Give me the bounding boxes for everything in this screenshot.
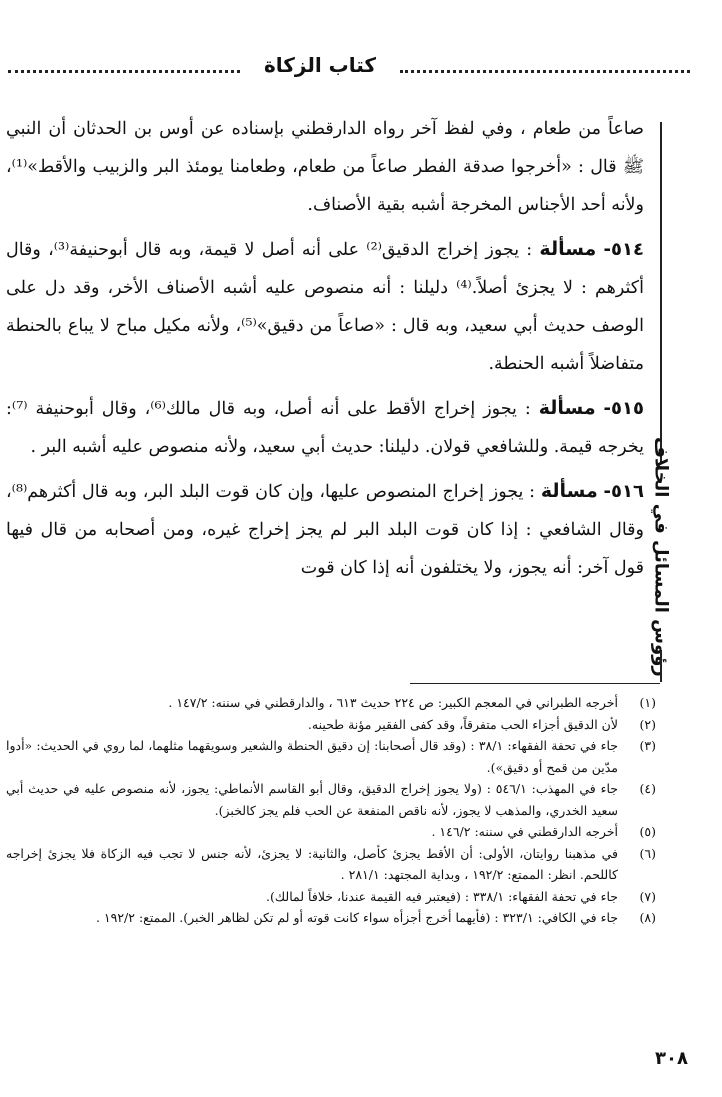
masala-516 <box>6 472 644 587</box>
masala-label: مسألة <box>540 480 598 502</box>
footnote-number: (٤) <box>639 781 656 796</box>
footnote-text: جاء في المهذب: ٥٤٦/١ : (ولا يجوز إخراج الدقيق، وقال أبو القاسم الأنماطي: يجوز، لأنه منصوص عليه في حديث أبي سعيد الخدري، والمذهب لا يجوز، لأنه ناقص المنفعة عن الحب فلم يجز كالخبز). <box>6 781 618 818</box>
masala-515 <box>6 389 644 466</box>
footnote-1 <box>6 692 656 714</box>
footnote-8 <box>6 907 656 929</box>
footnote-2 <box>6 714 656 736</box>
masala-number: ٥١٥- <box>603 398 644 419</box>
paragraph-text: صاعاً من طعام ، وفي لفظ آخر رواه الدارقطني بإسناده عن أوس بن الحدثان أن النبي ﷺ قال : «أخرجوا صدقة الفطر صاعاً من طعام، وطعامنا يومئذ البر والزبيب والأقط»⁽¹⁾، ولأنه أحد الأجناس المخرجة أشبه بقية الأصناف. <box>6 119 644 215</box>
footnote-text: أخرجه الطبراني في المعجم الكبير: ص ٢٢٤ حديث ٦١٣ ، والدارقطني في سننه: ١٤٧/٢ . <box>168 695 618 710</box>
footnote-text: جاء في تحفة الفقهاء: ٣٨/١ : (وقد قال أصحابنا: إن دقيق الحنطة والشعير وسويقهما مثلهما، لما روي في الحديث: «أدوا مدّين من قمح أو دقيق»). <box>6 738 619 775</box>
footnote-number: (٣) <box>639 738 656 753</box>
masala-514 <box>6 230 644 383</box>
masala-label: مسألة <box>538 397 596 419</box>
page-number: ٣٠٨ <box>655 1048 688 1069</box>
footnote-separator <box>410 683 660 684</box>
footnote-text: أخرجه الدارقطني في سننه: ١٤٦/٢ . <box>431 824 618 839</box>
side-rule-bottom <box>660 650 662 682</box>
main-text <box>6 110 644 593</box>
footnote-number: (١) <box>639 695 656 710</box>
footnote-number: (٧) <box>639 888 656 904</box>
paragraph-text: : يجوز إخراج المنصوص عليها، وإن كان قوت البلد البر، وبه قال أكثرهم⁽⁸⁾، وقال الشافعي : إذا كان قوت البلد البر لم يجز إخراج غيره، ومن أصحابه من قال فيها قول آخر: أنه يجوز، ولا يختلفون أنه إذا كان قوت <box>6 482 644 578</box>
footnote-text: لأن الدقيق أجزاء الحب متفرقاً، وقد كفى الفقير مؤنة طحينه. <box>307 716 618 732</box>
side-rule-top <box>660 122 662 462</box>
footnote-7 <box>6 886 656 908</box>
header-rule-right <box>400 70 690 73</box>
paragraph-continuation <box>6 110 644 224</box>
side-book-title: رؤوس المسائل في الخلاف <box>650 437 672 677</box>
footnote-3 <box>6 735 656 778</box>
running-header: كتاب الزكاة <box>263 53 377 77</box>
footnote-text: جاء في الكافي: ٣٢٣/١ : (فأيهما أخرج أجزأه سواء كانت قوته أو لم تكن لظاهر الخبر). الممتع: ١٩٢/٢ . <box>95 910 618 925</box>
footnote-5 <box>6 821 656 843</box>
footnote-6 <box>6 843 656 886</box>
masala-label: مسألة <box>539 238 597 260</box>
masala-number: ٥١٦- <box>603 481 644 502</box>
masala-number: ٥١٤- <box>603 239 644 260</box>
footnote-number: (٨) <box>639 910 656 925</box>
footnote-4 <box>6 778 656 821</box>
footnote-number: (٦) <box>639 845 656 861</box>
footnotes <box>6 692 656 929</box>
footnote-number: (٥) <box>639 824 656 839</box>
footnote-text: جاء في تحفة الفقهاء: ٣٣٨/١ : (فيعتبر فيه القيمة عندنا، خلافاً لمالك). <box>266 888 618 904</box>
paragraph-text: : يجوز إخراج الأقط على أنه أصل، وبه قال مالك⁽⁶⁾، وقال أبوحنيفة ⁽⁷⁾: يخرجه قيمة. وللشافعي قولان. دليلنا: حديث أبي سعيد، ولأنه منصوص عليه أشبه البر . <box>6 399 644 457</box>
footnote-text: في مذهبنا روايتان، الأولى: أن الأقط يجزئ كأصل، والثانية: لا يجزئ، لأنه جنس لا تجب فيه الزكاة فلا يجزئ إخراجه كاللحم. انظر: الممتع: ١٩٢/٢ ، وبداية المجتهد: ٢٨١/١ . <box>6 845 618 882</box>
header-rule-left <box>8 70 240 73</box>
paragraph-text: : يجوز إخراج الدقيق⁽²⁾ على أنه أصل لا قيمة، وبه قال أبوحنيفة⁽³⁾، وقال أكثرهم : لا يجزئ أصلاً.⁽⁴⁾ دليلنا : أنه منصوص عليه أشبه الأصناف الأخر، وقد دل على الوصف حديث أبي سعيد، وبه قال : «صاعاً من دقيق»⁽⁵⁾، ولأنه مكيل مباح لا يباع بالحنطة متفاضلاً أشبه الحنطة. <box>6 240 644 374</box>
footnote-number: (٢) <box>639 716 656 732</box>
